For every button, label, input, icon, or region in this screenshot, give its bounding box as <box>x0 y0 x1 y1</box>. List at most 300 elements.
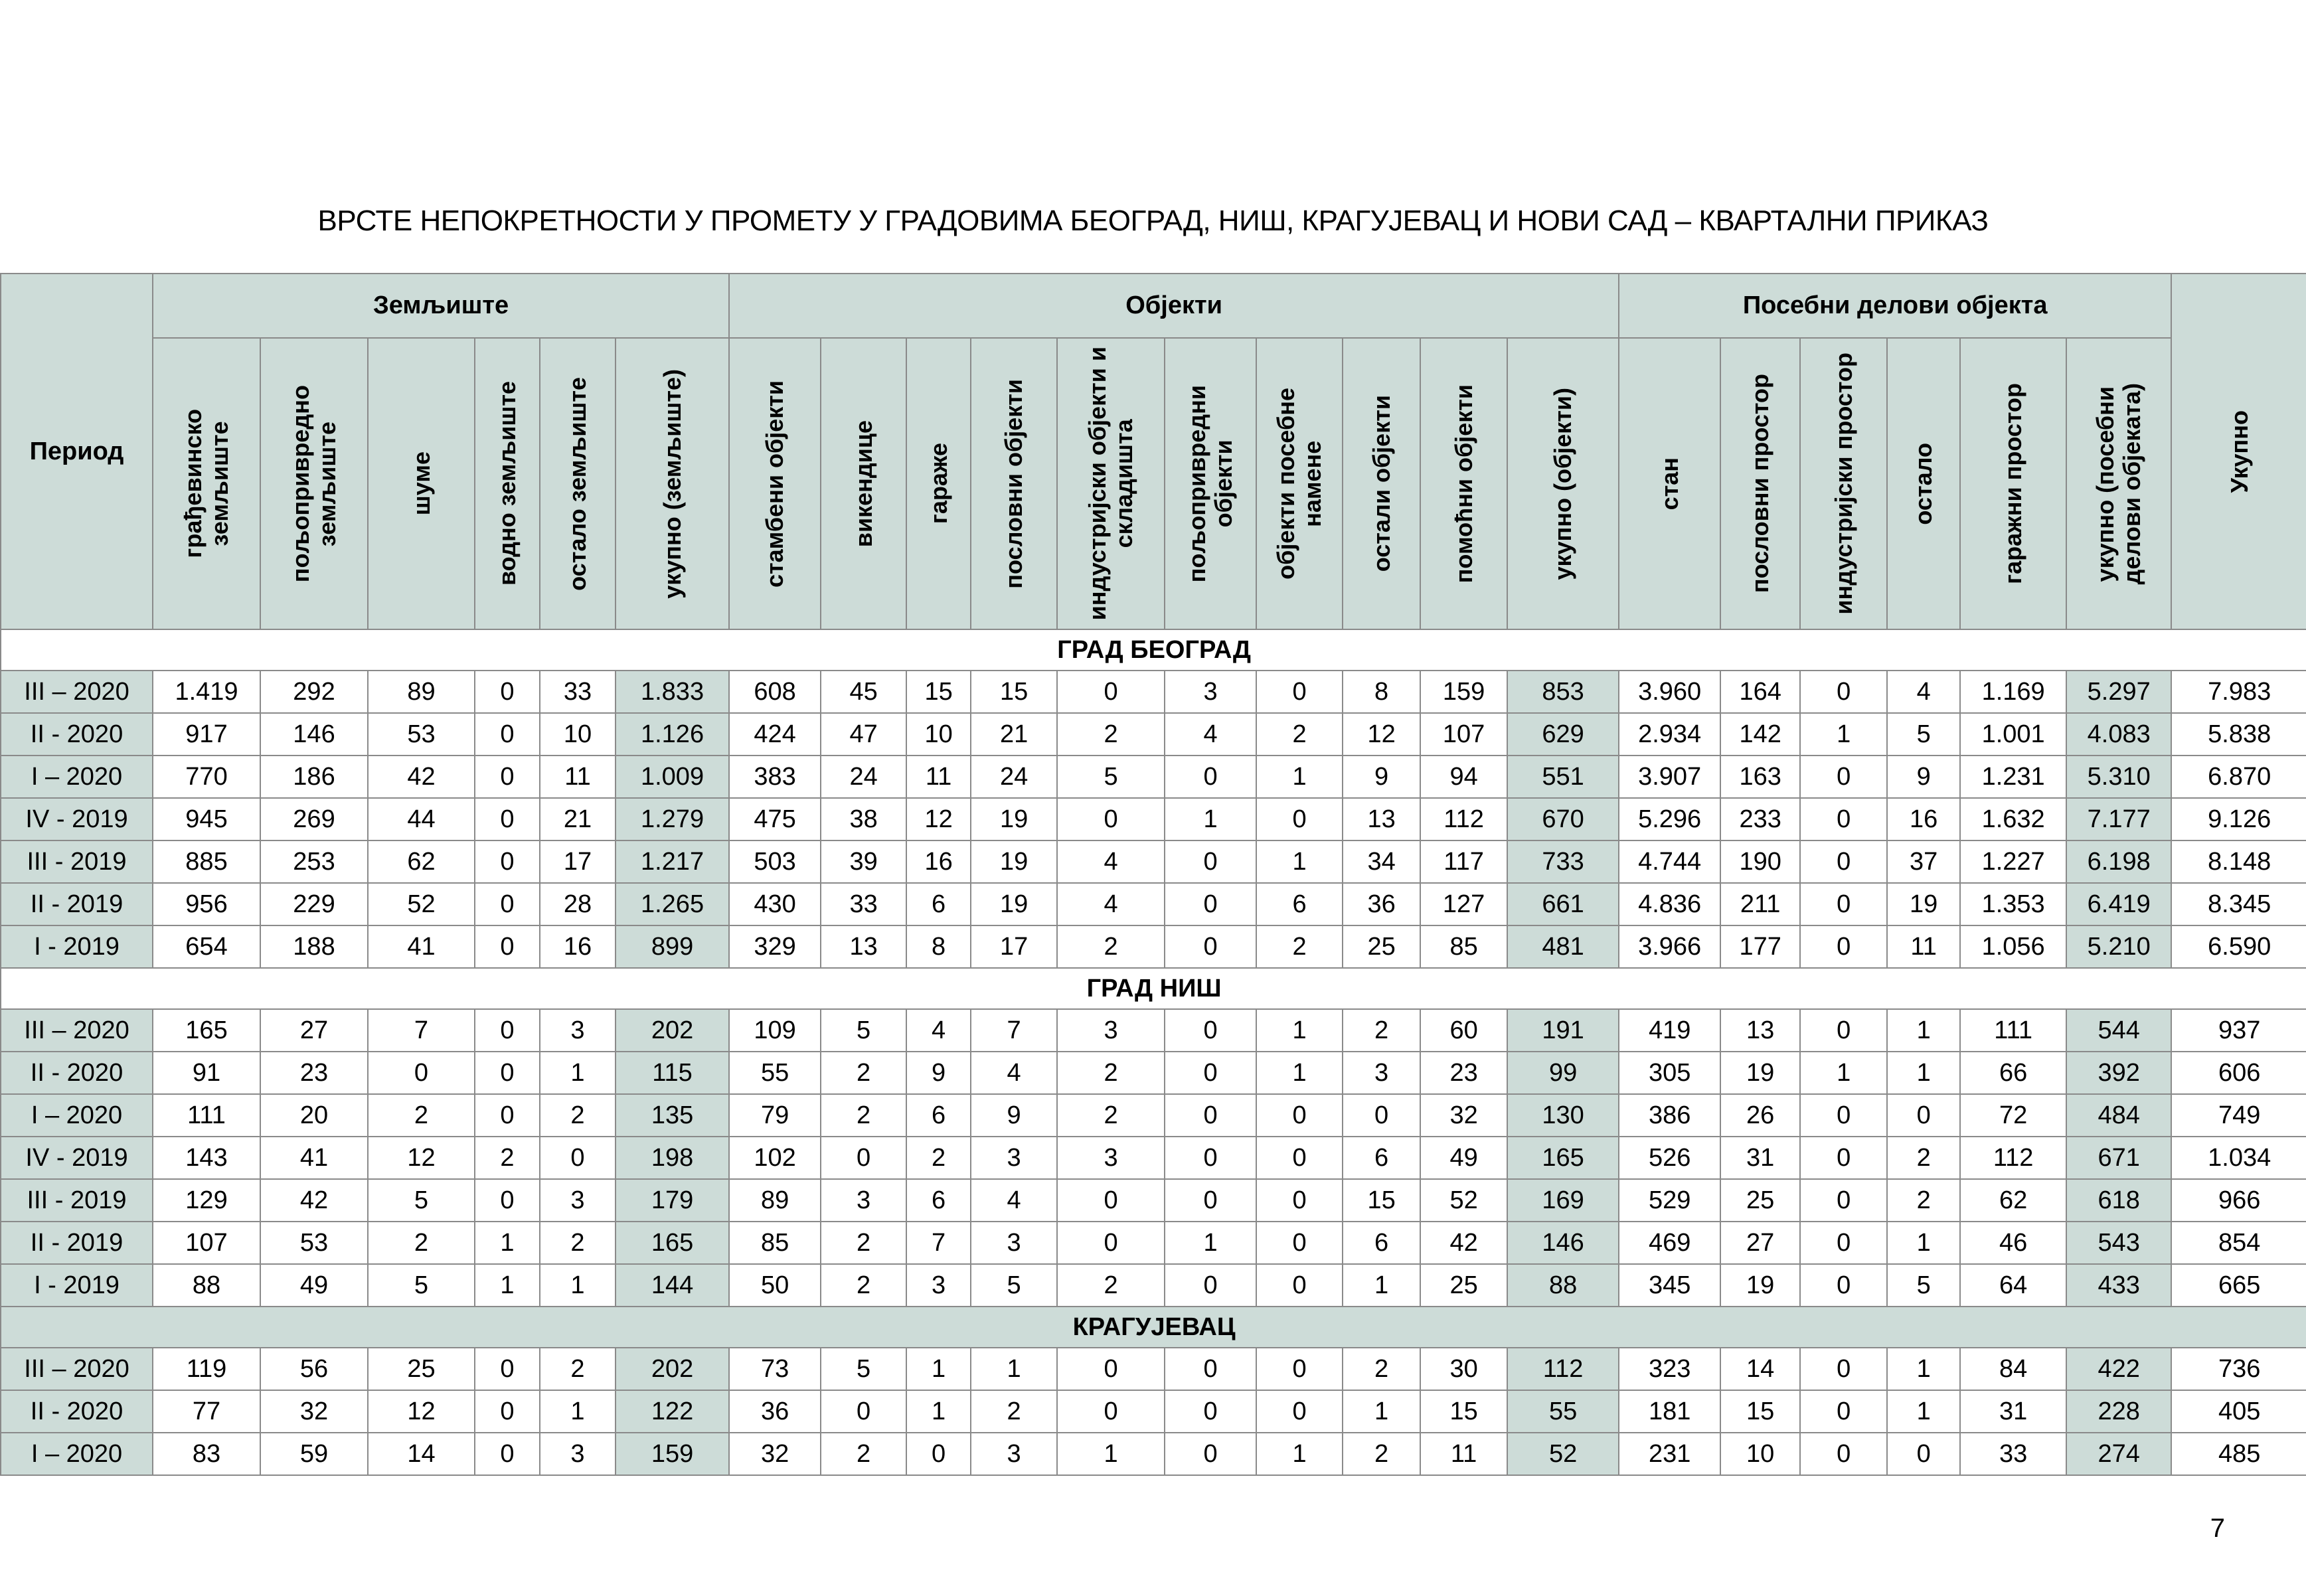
column-header-label: остало <box>1910 442 1937 525</box>
table-cell: 36 <box>1343 883 1420 925</box>
table-cell: 16 <box>1887 798 1960 840</box>
total-cell: 1.034 <box>2171 1137 2306 1179</box>
subtotal-cell: 228 <box>2066 1390 2171 1433</box>
table-cell: 159 <box>1420 671 1507 713</box>
subtotal-cell: 4.083 <box>2066 713 2171 756</box>
table-cell: 2 <box>971 1390 1057 1433</box>
table-cell: 1 <box>1343 1390 1420 1433</box>
table-cell: 112 <box>1960 1137 2066 1179</box>
table-cell: 3 <box>540 1179 616 1222</box>
table-cell: 5 <box>821 1009 906 1052</box>
table-cell: 112 <box>1420 798 1507 840</box>
table-cell: 0 <box>1800 925 1887 968</box>
table-cell: 2 <box>821 1222 906 1264</box>
subtotal-cell: 159 <box>616 1433 729 1475</box>
table-cell: 38 <box>821 798 906 840</box>
table-cell: 15 <box>971 671 1057 713</box>
column-header-label: пољопривредни објекти <box>1183 384 1238 583</box>
table-cell: 21 <box>540 798 616 840</box>
table-cell: 305 <box>1619 1052 1720 1094</box>
table-cell: 0 <box>475 713 540 756</box>
table-cell: 1 <box>1256 840 1343 883</box>
subtotal-cell: 484 <box>2066 1094 2171 1137</box>
subtotal-cell: 5.297 <box>2066 671 2171 713</box>
table-cell: 2 <box>1887 1137 1960 1179</box>
table-cell: 0 <box>1256 1390 1343 1433</box>
table-cell: 0 <box>821 1137 906 1179</box>
table-cell: 31 <box>1960 1390 2066 1433</box>
table-cell: 529 <box>1619 1179 1720 1222</box>
table-cell: 30 <box>1420 1348 1507 1390</box>
table-cell: 19 <box>1720 1264 1800 1307</box>
table-cell: 1 <box>1887 1348 1960 1390</box>
table-cell: 0 <box>1800 1264 1887 1307</box>
table-cell: 5 <box>1057 756 1165 798</box>
table-cell: 17 <box>540 840 616 883</box>
table-row <box>1 1264 2306 1307</box>
table-cell: 1 <box>475 1264 540 1307</box>
section-header-row <box>1 1307 2306 1348</box>
table-cell: 5 <box>1887 1264 1960 1307</box>
period-cell: II - 2020 <box>1 1052 153 1094</box>
subtotal-cell: 1.279 <box>616 798 729 840</box>
period-cell: II - 2019 <box>1 1222 153 1264</box>
table-cell: 469 <box>1619 1222 1720 1264</box>
table-cell: 5 <box>1887 713 1960 756</box>
table-cell: 424 <box>729 713 821 756</box>
section-title: ГРАД НИШ <box>1 968 2306 1009</box>
table-cell: 229 <box>260 883 368 925</box>
table-cell: 8 <box>1343 671 1420 713</box>
table-cell: 42 <box>260 1179 368 1222</box>
table-cell: 12 <box>368 1137 475 1179</box>
table-cell: 292 <box>260 671 368 713</box>
table-cell: 84 <box>1960 1348 2066 1390</box>
table-cell: 6 <box>906 1094 971 1137</box>
table-cell: 33 <box>821 883 906 925</box>
total-header-label: Укупно <box>2225 410 2253 493</box>
column-header-label: стан <box>1655 457 1683 511</box>
table-cell: 0 <box>475 840 540 883</box>
table-cell: 0 <box>475 1009 540 1052</box>
table-cell: 526 <box>1619 1137 1720 1179</box>
table-cell: 0 <box>1057 1222 1165 1264</box>
table-cell: 0 <box>1057 798 1165 840</box>
table-cell: 2 <box>821 1264 906 1307</box>
column-header <box>1619 338 1720 629</box>
column-header <box>1057 338 1165 629</box>
period-cell: I - 2019 <box>1 925 153 968</box>
table-row <box>1 840 2306 883</box>
table-cell: 0 <box>1800 840 1887 883</box>
table-cell: 3 <box>971 1433 1057 1475</box>
table-cell: 6 <box>1256 883 1343 925</box>
table-cell: 1 <box>540 1264 616 1307</box>
table-cell: 91 <box>153 1052 260 1094</box>
table-cell: 1 <box>906 1348 971 1390</box>
table-cell: 14 <box>1720 1348 1800 1390</box>
table-cell: 3 <box>906 1264 971 1307</box>
table-cell: 0 <box>906 1433 971 1475</box>
table-cell: 15 <box>1720 1390 1800 1433</box>
column-header-label: индустријски простор <box>1829 353 1857 615</box>
table-cell: 31 <box>1720 1137 1800 1179</box>
table-cell: 129 <box>153 1179 260 1222</box>
table-cell: 13 <box>821 925 906 968</box>
table-cell: 23 <box>260 1052 368 1094</box>
table-cell: 0 <box>1057 1348 1165 1390</box>
table-cell: 23 <box>1420 1052 1507 1094</box>
subtotal-cell: 733 <box>1507 840 1619 883</box>
table-cell: 0 <box>475 883 540 925</box>
table-cell: 32 <box>260 1390 368 1433</box>
table-cell: 11 <box>906 756 971 798</box>
period-cell: III - 2019 <box>1 840 153 883</box>
table-cell: 1 <box>1887 1390 1960 1433</box>
table-cell: 0 <box>1165 1390 1256 1433</box>
table-row <box>1 1094 2306 1137</box>
period-cell: I – 2020 <box>1 756 153 798</box>
table-cell: 2 <box>540 1348 616 1390</box>
table-cell: 36 <box>729 1390 821 1433</box>
table-cell: 2 <box>1343 1348 1420 1390</box>
column-header <box>368 338 475 629</box>
table-cell: 49 <box>1420 1137 1507 1179</box>
column-header <box>906 338 971 629</box>
table-cell: 0 <box>1256 1179 1343 1222</box>
table-cell: 0 <box>1256 1137 1343 1179</box>
period-cell: III – 2020 <box>1 1348 153 1390</box>
table-cell: 3.960 <box>1619 671 1720 713</box>
subtotal-cell: 7.177 <box>2066 798 2171 840</box>
table-cell: 0 <box>475 671 540 713</box>
table-cell: 6 <box>1343 1222 1420 1264</box>
table-cell: 1.169 <box>1960 671 2066 713</box>
column-header <box>1420 338 1507 629</box>
table-cell: 33 <box>1960 1433 2066 1475</box>
table-cell: 102 <box>729 1137 821 1179</box>
table-cell: 945 <box>153 798 260 840</box>
subtotal-cell: 5.310 <box>2066 756 2171 798</box>
table-cell: 107 <box>153 1222 260 1264</box>
column-header-label: шуме <box>407 451 435 516</box>
table-cell: 19 <box>971 840 1057 883</box>
table-cell: 79 <box>729 1094 821 1137</box>
table-cell: 0 <box>475 925 540 968</box>
subtotal-cell: 112 <box>1507 1348 1619 1390</box>
table-cell: 2 <box>540 1222 616 1264</box>
table-cell: 4 <box>971 1052 1057 1094</box>
table-cell: 15 <box>1420 1390 1507 1433</box>
table-cell: 1 <box>1256 756 1343 798</box>
table-cell: 1.419 <box>153 671 260 713</box>
subtotal-cell: 422 <box>2066 1348 2171 1390</box>
column-header-label: укупно (земљиште) <box>658 368 686 599</box>
table-cell: 52 <box>1420 1179 1507 1222</box>
table-cell: 12 <box>1343 713 1420 756</box>
table-cell: 20 <box>260 1094 368 1137</box>
table-cell: 186 <box>260 756 368 798</box>
table-cell: 0 <box>475 1390 540 1433</box>
table-cell: 19 <box>1720 1052 1800 1094</box>
total-cell: 736 <box>2171 1348 2306 1390</box>
table-cell: 0 <box>1256 671 1343 713</box>
table-cell: 3 <box>1343 1052 1420 1094</box>
table-cell: 25 <box>1720 1179 1800 1222</box>
table-cell: 0 <box>475 1433 540 1475</box>
table-cell: 2 <box>1057 1264 1165 1307</box>
table-cell: 62 <box>1960 1179 2066 1222</box>
table-cell: 85 <box>1420 925 1507 968</box>
table-cell: 2 <box>368 1094 475 1137</box>
table-cell: 2 <box>540 1094 616 1137</box>
table-cell: 4 <box>1057 883 1165 925</box>
table-cell: 3 <box>821 1179 906 1222</box>
column-header-label: грађевинско земљиште <box>179 409 233 558</box>
table-cell: 5.296 <box>1619 798 1720 840</box>
table-cell: 41 <box>368 925 475 968</box>
table-cell: 3.907 <box>1619 756 1720 798</box>
column-header <box>1165 338 1256 629</box>
table-cell: 0 <box>1256 1094 1343 1137</box>
table-cell: 142 <box>1720 713 1800 756</box>
table-cell: 8 <box>906 925 971 968</box>
table-cell: 2 <box>821 1433 906 1475</box>
total-cell: 854 <box>2171 1222 2306 1264</box>
table-cell: 654 <box>153 925 260 968</box>
subtotal-cell: 1.833 <box>616 671 729 713</box>
table-cell: 1 <box>1887 1009 1960 1052</box>
column-header <box>729 338 821 629</box>
table-cell: 16 <box>906 840 971 883</box>
table-cell: 143 <box>153 1137 260 1179</box>
subtotal-cell: 52 <box>1507 1433 1619 1475</box>
table-cell: 50 <box>729 1264 821 1307</box>
table-cell: 253 <box>260 840 368 883</box>
table-cell: 0 <box>475 1348 540 1390</box>
table-cell: 2 <box>1256 925 1343 968</box>
column-header-label: објекти посебне намене <box>1272 388 1327 580</box>
table-cell: 329 <box>729 925 821 968</box>
section-header-row <box>1 629 2306 671</box>
column-header-label: гараже <box>924 443 952 524</box>
table-cell: 4 <box>971 1179 1057 1222</box>
table-cell: 956 <box>153 883 260 925</box>
table-cell: 165 <box>153 1009 260 1052</box>
table-row <box>1 1390 2306 1433</box>
table-cell: 0 <box>1800 1009 1887 1052</box>
table-cell: 64 <box>1960 1264 2066 1307</box>
table-cell: 1 <box>1165 1222 1256 1264</box>
subtotal-cell: 191 <box>1507 1009 1619 1052</box>
subtotal-cell: 6.419 <box>2066 883 2171 925</box>
table-cell: 3 <box>971 1137 1057 1179</box>
table-cell: 119 <box>153 1348 260 1390</box>
table-cell: 55 <box>729 1052 821 1094</box>
table-cell: 41 <box>260 1137 368 1179</box>
total-cell: 8.345 <box>2171 883 2306 925</box>
table-cell: 1 <box>971 1348 1057 1390</box>
table-cell: 15 <box>906 671 971 713</box>
table-cell: 127 <box>1420 883 1507 925</box>
column-header-label: укупно (посебни делови објеката) <box>2092 382 2146 585</box>
subtotal-cell: 629 <box>1507 713 1619 756</box>
total-cell: 405 <box>2171 1390 2306 1433</box>
table-cell: 0 <box>475 1094 540 1137</box>
subtotal-cell: 544 <box>2066 1009 2171 1052</box>
table-cell: 83 <box>153 1433 260 1475</box>
table-cell: 2 <box>1057 713 1165 756</box>
column-header <box>821 338 906 629</box>
table-row <box>1 713 2306 756</box>
table-cell: 27 <box>1720 1222 1800 1264</box>
table-cell: 4 <box>1887 671 1960 713</box>
total-cell: 485 <box>2171 1433 2306 1475</box>
table-cell: 6 <box>906 1179 971 1222</box>
period-cell: IV - 2019 <box>1 1137 153 1179</box>
table-cell: 62 <box>368 840 475 883</box>
table-cell: 16 <box>540 925 616 968</box>
table-cell: 34 <box>1343 840 1420 883</box>
table-row <box>1 671 2306 713</box>
period-cell: III – 2020 <box>1 671 153 713</box>
column-header-label: пословни објекти <box>1000 378 1028 589</box>
table-cell: 3 <box>540 1009 616 1052</box>
total-cell: 966 <box>2171 1179 2306 1222</box>
table-cell: 0 <box>1256 1264 1343 1307</box>
table-cell: 0 <box>1800 1179 1887 1222</box>
table-cell: 163 <box>1720 756 1800 798</box>
column-header-label: остали објекти <box>1367 395 1395 572</box>
parts-group-header: Посебни делови објекта <box>1619 274 2171 338</box>
table-cell: 53 <box>260 1222 368 1264</box>
table-cell: 25 <box>1343 925 1420 968</box>
total-cell: 937 <box>2171 1009 2306 1052</box>
subtotal-cell: 899 <box>616 925 729 968</box>
table-cell: 89 <box>368 671 475 713</box>
table-cell: 188 <box>260 925 368 968</box>
subtotal-cell: 661 <box>1507 883 1619 925</box>
table-cell: 383 <box>729 756 821 798</box>
table-cell: 231 <box>1619 1433 1720 1475</box>
section-title: КРАГУЈЕВАЦ <box>1 1307 2306 1348</box>
subtotal-cell: 481 <box>1507 925 1619 968</box>
objects-group-header: Објекти <box>729 274 1619 338</box>
table-cell: 109 <box>729 1009 821 1052</box>
table-cell: 0 <box>1343 1094 1420 1137</box>
subtotal-cell: 274 <box>2066 1433 2171 1475</box>
table-row <box>1 1137 2306 1179</box>
table-cell: 503 <box>729 840 821 883</box>
table-cell: 0 <box>1800 756 1887 798</box>
table-cell: 4.744 <box>1619 840 1720 883</box>
table-cell: 2 <box>1057 1052 1165 1094</box>
column-header <box>971 338 1057 629</box>
table-cell: 0 <box>1800 883 1887 925</box>
table-cell: 1 <box>1800 713 1887 756</box>
table-cell: 233 <box>1720 798 1800 840</box>
table-cell: 0 <box>475 756 540 798</box>
table-cell: 7 <box>906 1222 971 1264</box>
table-cell: 190 <box>1720 840 1800 883</box>
table-cell: 24 <box>971 756 1057 798</box>
table-cell: 19 <box>1887 883 1960 925</box>
table-row <box>1 925 2306 968</box>
table-cell: 1.353 <box>1960 883 2066 925</box>
table-cell: 1 <box>1343 1264 1420 1307</box>
table-cell: 146 <box>260 713 368 756</box>
column-header <box>540 338 616 629</box>
table-cell: 2 <box>1057 1094 1165 1137</box>
table-cell: 89 <box>729 1179 821 1222</box>
table-cell: 42 <box>1420 1222 1507 1264</box>
table-cell: 475 <box>729 798 821 840</box>
table-cell: 1 <box>540 1390 616 1433</box>
table-cell: 1 <box>1057 1433 1165 1475</box>
column-header <box>1720 338 1800 629</box>
table-cell: 52 <box>368 883 475 925</box>
table-cell: 6 <box>1343 1137 1420 1179</box>
table-cell: 9 <box>1887 756 1960 798</box>
table-cell: 94 <box>1420 756 1507 798</box>
table-cell: 164 <box>1720 671 1800 713</box>
subtotal-cell: 618 <box>2066 1179 2171 1222</box>
table-cell: 2 <box>821 1094 906 1137</box>
table-cell: 5 <box>821 1348 906 1390</box>
subtotal-cell: 551 <box>1507 756 1619 798</box>
table-cell: 7 <box>368 1009 475 1052</box>
table-cell: 49 <box>260 1264 368 1307</box>
table-cell: 181 <box>1619 1390 1720 1433</box>
table-cell: 770 <box>153 756 260 798</box>
table-cell: 0 <box>1165 840 1256 883</box>
subtotal-cell: 169 <box>1507 1179 1619 1222</box>
table-cell: 0 <box>1256 1348 1343 1390</box>
table-cell: 1 <box>540 1052 616 1094</box>
table-cell: 3 <box>971 1222 1057 1264</box>
table-cell: 0 <box>1057 1390 1165 1433</box>
table-cell: 2 <box>1256 713 1343 756</box>
table-cell: 28 <box>540 883 616 925</box>
table-cell: 15 <box>1343 1179 1420 1222</box>
table-cell: 10 <box>1720 1433 1800 1475</box>
table-cell: 12 <box>368 1390 475 1433</box>
table-cell: 0 <box>1165 883 1256 925</box>
table-cell: 1 <box>1887 1222 1960 1264</box>
column-header <box>260 338 368 629</box>
table-cell: 4 <box>1165 713 1256 756</box>
table-cell: 0 <box>1165 925 1256 968</box>
column-header <box>2066 338 2171 629</box>
table-cell: 0 <box>1256 798 1343 840</box>
table-cell: 25 <box>368 1348 475 1390</box>
table-row <box>1 883 2306 925</box>
table-cell: 32 <box>1420 1094 1507 1137</box>
table-cell: 1 <box>1256 1433 1343 1475</box>
table-cell: 608 <box>729 671 821 713</box>
table-row <box>1 1009 2306 1052</box>
table-cell: 77 <box>153 1390 260 1433</box>
table-cell: 2 <box>906 1137 971 1179</box>
table-cell: 11 <box>540 756 616 798</box>
subtotal-cell: 1.217 <box>616 840 729 883</box>
table-cell: 111 <box>153 1094 260 1137</box>
table-cell: 269 <box>260 798 368 840</box>
table-row <box>1 798 2306 840</box>
table-cell: 430 <box>729 883 821 925</box>
table-cell: 1 <box>1256 1009 1343 1052</box>
table-cell: 2 <box>1343 1433 1420 1475</box>
